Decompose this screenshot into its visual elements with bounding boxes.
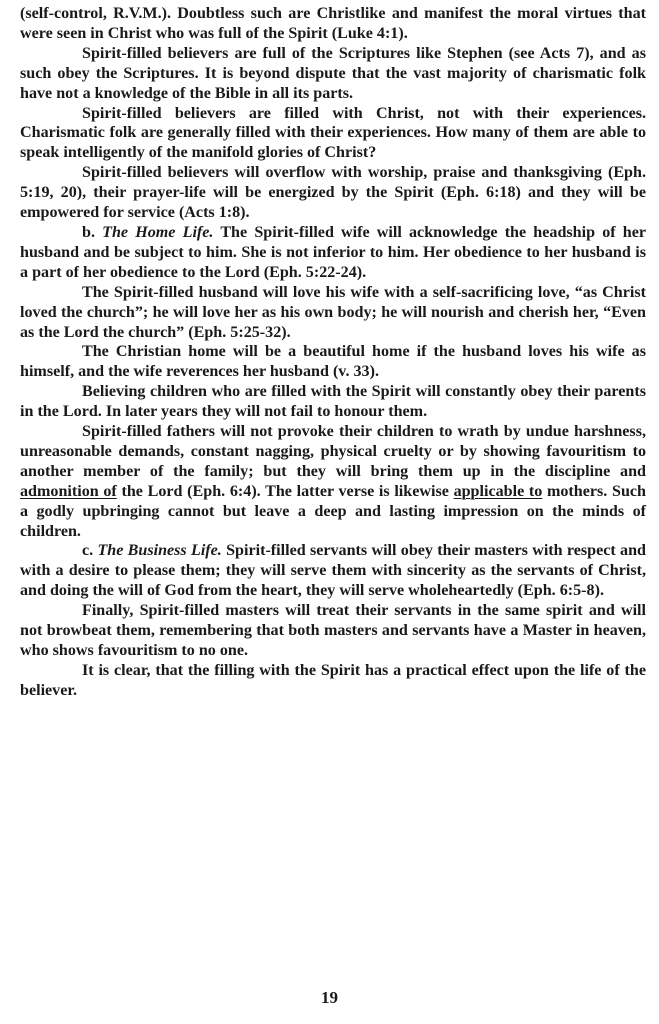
paragraph-christian-home: The Christian home will be a beautiful home if the husband loves his wife as himself, and the wife reverences her husband (v. 33). xyxy=(20,343,646,381)
paragraph-continued: (self-control, R.V.M.). Doubtless such are Christlike and manifest the moral virtues that were seen in Christ who was full of the Spirit (Luke 4:1). xyxy=(20,5,646,42)
paragraph-text: Spirit-filled fathers will not provoke their children to wrath by undue harshness, unreasonable demands, constant nagging, physical cruelty or by showing favouritism to another member of the family; but they will bring them up in the discipline and xyxy=(20,423,646,480)
paragraph-scriptures: Spirit-filled believers are full of the Scriptures like Stephen (see Acts 7), and as such obey the Scriptures. It is beyond dispute that the vast majority of charismatic folk have not a knowledge of the Bible in all its parts. xyxy=(20,44,646,102)
paragraph-text: mothers. Such a godly upbringing cannot but leave a deep and lasting impression on the minds of children. xyxy=(20,482,646,540)
underlined-text: applicable to xyxy=(453,482,543,500)
paragraph-conclusion: It is clear, that the filling with the Spirit has a practical effect upon the life of the believer. xyxy=(20,661,646,699)
section-heading-business-life: The Business Life. xyxy=(97,542,222,560)
paragraph-children: Believing children who are filled with the Spirit will constantly obey their parents in the Lord. In later years they will not fail to honour them. xyxy=(20,383,646,421)
paragraph-filled-with-christ: Spirit-filled believers are filled with Christ, not with their experiences. Charismatic folk are generally filled with their experiences. How many of them are able to speak intelligently of the manifold glories of Christ? xyxy=(20,104,646,162)
underlined-text: admonition of xyxy=(20,482,117,500)
paragraph-worship: Spirit-filled believers will overflow with worship, praise and thanksgiving (Eph. 5:19, 20), their prayer-life will be energized by the Spirit (Eph. 6:18) and they will be empowered for service (Acts 1:8). xyxy=(20,164,646,222)
paragraph-masters: Finally, Spirit-filled masters will treat their servants in the same spirit and will not browbeat them, remembering that both masters and servants have a Master in heaven, who shows favouritism to no one. xyxy=(20,602,646,659)
section-prefix: c. xyxy=(82,542,98,560)
section-heading-home-life: The Home Life. xyxy=(102,223,214,241)
page-body xyxy=(20,4,646,701)
paragraph-text: the Lord (Eph. 6:4). The latter verse is likewise xyxy=(116,482,454,500)
page-number: 19 xyxy=(321,988,338,1007)
section-prefix: b. xyxy=(82,223,103,241)
paragraph-text: Spirit-filled servants will obey their masters with respect and with a desire to please them; they will serve them with sincerity as the servants of Christ, and doing the will of God from the heart, they will serve wholeheartedly (Eph. 6:5-8). xyxy=(20,542,646,600)
paragraph-home-life xyxy=(20,223,646,283)
paragraph-fathers xyxy=(20,422,646,541)
paragraph-husband: The Spirit-filled husband will love his wife with a self-sacrificing love, “as Christ loved the church”; he will love her as his own body; he will nourish and cherish her, “Even as the Lord the church” (Eph. 5:25-32). xyxy=(20,283,646,341)
paragraph-text: The Spirit-filled wife will acknowledge the headship of her husband and be subject to him. She is not inferior to him. Her obedience to her husband is a part of her obedience to the Lord (Eph. 5:22-24). xyxy=(20,223,646,281)
paragraph-business-life xyxy=(20,541,646,601)
